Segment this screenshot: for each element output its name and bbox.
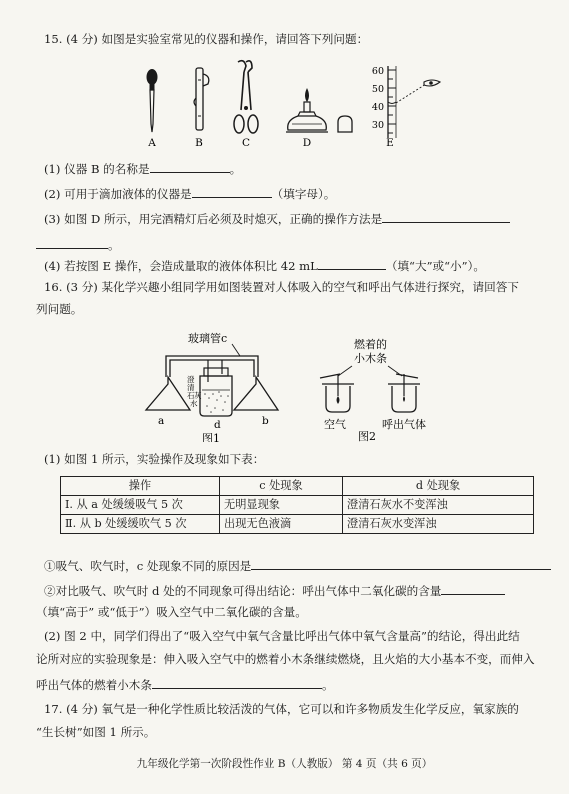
q16-sub1: (1) 如图 1 所示，实验操作及现象如下表： [44, 452, 265, 466]
answer-blank-q15-3a[interactable] [382, 210, 510, 223]
fig1-label-a: a [158, 415, 165, 427]
dropper-icon [147, 69, 158, 132]
table-header: 操作 [61, 477, 220, 496]
fig1-apparatus [146, 331, 278, 442]
q15-sub3: (3) 如图 D 所示，用完酒精灯后必须及时熄灭，正确的操作方法是 [44, 210, 510, 226]
limewater-bottle-icon [200, 376, 232, 416]
cylinder-tick-40: 40 [371, 102, 384, 113]
crucible-tongs-icon [234, 61, 258, 133]
funnel-b-icon [234, 377, 278, 410]
answer-blank-q15-4[interactable] [318, 257, 386, 270]
q16-c1: ①吸气、吹气时，c 处现象不同的原因是 [44, 557, 551, 573]
limewater-char-4: 灰 [194, 391, 202, 400]
q15-figure [0, 58, 569, 153]
q15-sub3-cont: 。 [36, 236, 120, 252]
limewater-char-1: 澄 [187, 375, 195, 384]
q15-sub2: (2) 可用于滴加液体的仪器是 （填字母）。 [44, 187, 336, 201]
q16-sub2-line1: (2) 图 2 中，同学们得出了“吸入空气中氧气含量比呼出气体中氧气含量高”的结论，得出此结 [44, 629, 520, 643]
fig2-caption: 图2 [358, 430, 376, 442]
table-cell: Ⅱ. 从 b 处缓缓吹气 5 次 [61, 515, 220, 534]
table-cell: Ⅰ. 从 a 处缓缓吸气 5 次 [61, 496, 220, 515]
table-header-row [61, 477, 534, 496]
table-row [61, 515, 534, 534]
table-header: d 处现象 [343, 477, 534, 496]
table-header: c 处现象 [220, 477, 343, 496]
burning-stick-label-1: 燃着的 [354, 338, 387, 351]
answer-blank-q16-c1[interactable] [251, 557, 551, 570]
fig1-caption: 图1 [202, 432, 220, 442]
fig2-apparatus [320, 337, 426, 442]
fig1-label-b: b [262, 415, 269, 427]
q15-sub4: (4) 若按图 E 操作，会造成量取的液体体积比 42 mL （填“大”或“小”）。 [44, 259, 485, 273]
q17-line2: “生长树”如图 1 所示。 [36, 725, 156, 739]
label-d: D [302, 137, 312, 149]
table-cell: 出现无色液滴 [220, 515, 343, 534]
graduated-cylinder-icon [372, 66, 440, 138]
limewater-char-2: 清 [187, 383, 195, 392]
q17-line1: 17. (4 分) 氧气是一种化学性质比较活泼的气体，它可以和许多物质发生化学反应，氧家族的 [44, 702, 519, 716]
q16-c2-line2: （填“高于” 或“低于”）吸入空气中二氧化碳的含量。 [36, 605, 307, 619]
label-c: C [241, 137, 251, 149]
air-label: 空气 [324, 418, 346, 431]
page-footer: 九年级化学第一次阶段性作业 B（人教版） 第 4 页（共 6 页） [136, 758, 433, 770]
q15-sub1: (1) 仪器 B 的名称是 。 [44, 162, 242, 176]
limewater-char-3: 石 [187, 391, 195, 400]
q16-stem-line1: 16. (3 分) 某化学兴趣小组同学用如图装置对人体吸入的空气和呼出气体进行探究，请回答下 [44, 280, 519, 294]
q16-c2: ②对比吸气、吹气时 d 处的不同现象可得出结论：呼出气体中二氧化碳的含量 [44, 582, 505, 598]
answer-blank-q15-2[interactable] [192, 185, 272, 198]
test-tube-holder-icon [194, 68, 209, 130]
cylinder-tick-30: 30 [371, 120, 384, 131]
answer-blank-q16-2[interactable] [152, 676, 322, 689]
table-cell: 澄清石灰水变浑浊 [343, 515, 534, 534]
q15-stem: 15. (4 分) 如图是实验室常见的仪器和操作，请回答下列问题： [44, 32, 369, 46]
alcohol-lamp-icon [286, 88, 352, 132]
label-b: B [195, 137, 203, 149]
q16-sub2-line3: 呼出气体的燃着小木条 。 [36, 678, 334, 692]
cylinder-tick-50: 50 [371, 84, 384, 95]
table-cell: 无明显现象 [220, 496, 343, 515]
table-cell: 澄清石灰水不变浑浊 [343, 496, 534, 515]
limewater-char-5: 水 [190, 399, 198, 408]
exhaled-label: 呼出气体 [382, 418, 426, 431]
q16-sub2-line2: 论所对应的实验现象是：伸入吸入空气中的燃着小木条继续燃烧，且火焰的大小基本不变，而伸入 [36, 652, 535, 666]
answer-blank-q16-c2[interactable] [441, 582, 505, 595]
glass-tube-label: 玻璃管c [188, 332, 228, 345]
q16-figure [0, 322, 569, 442]
answer-blank-q15-1[interactable] [150, 160, 230, 173]
answer-blank-q15-3b[interactable] [36, 236, 108, 249]
label-e: E [386, 137, 394, 149]
observation-table [60, 476, 534, 534]
table-row [61, 496, 534, 515]
label-a: A [148, 137, 156, 149]
fig1-label-d: d [214, 419, 221, 431]
funnel-a-icon [146, 377, 190, 410]
q16-stem-line2: 列问题。 [36, 302, 83, 316]
burning-stick-label-2: 小木条 [354, 352, 387, 365]
cylinder-tick-60: 60 [371, 66, 384, 77]
